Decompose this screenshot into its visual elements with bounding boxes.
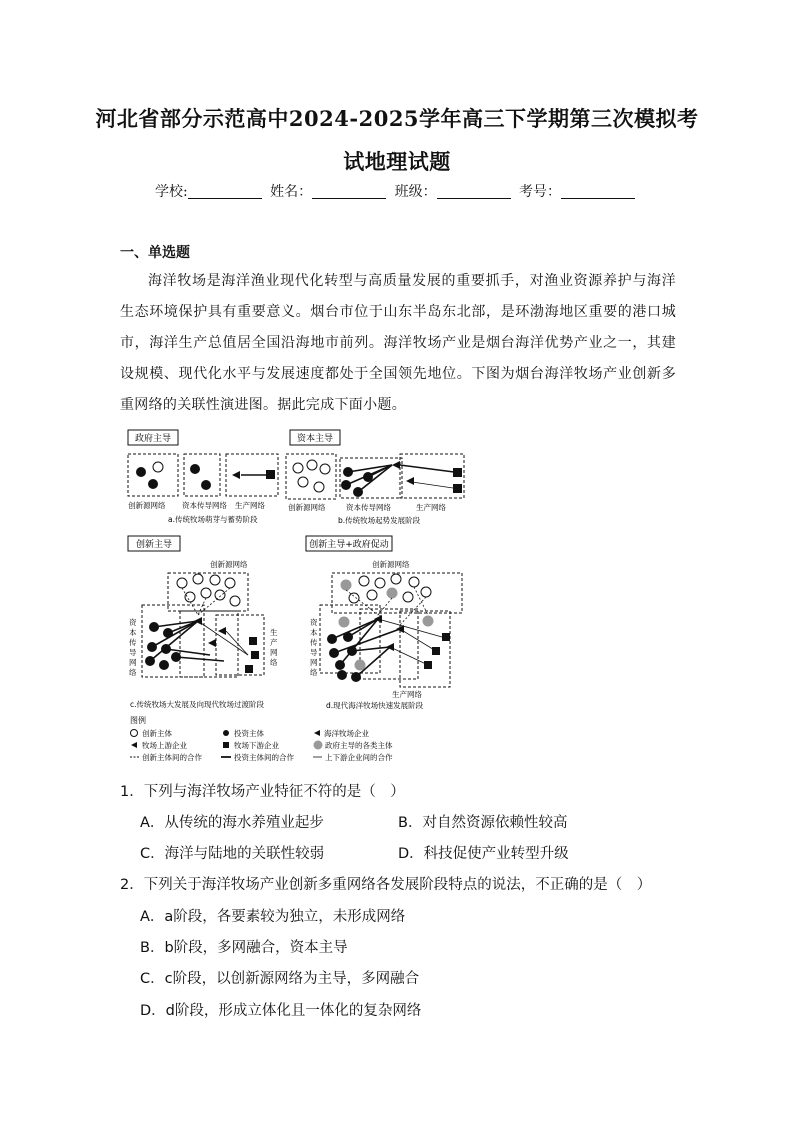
panel-a-label-2: 资本传导网络 bbox=[182, 501, 227, 510]
question-2-option-b[interactable]: B．b阶段，多网融合，资本主导 bbox=[140, 940, 348, 956]
legend-item-9: 上下游企业间的合作 bbox=[325, 753, 393, 762]
question-1-stem: 1．下列与海洋牧场产业特征不符的是（ ） bbox=[120, 784, 405, 800]
panel-a bbox=[128, 430, 278, 524]
legend-item-3: 海洋牧场企业 bbox=[324, 729, 369, 738]
passage: 海洋牧场是海洋渔业现代化转型与高质量发展的重要抓手，对渔业资源养护与海洋生态环境保护具有重要意义。烟台市位于山东半岛东北部，是环渤海地区重要的港口城市，海洋生产总值居全国沿海地市前列。海洋牧场产业是烟台海洋优势产业之一，其建设规模、现代化水平与发展速度都处于全国领先地位。下图为烟台海洋牧场产业创新多重网络的关联性演进图。据此完成下面小题。 bbox=[120, 273, 676, 413]
question-2-option-c[interactable]: C．c阶段，以创新源网络为主导，多网融合 bbox=[140, 971, 420, 987]
panel-c-right-1: 生 bbox=[270, 628, 278, 637]
panel-d-left-2: 本 bbox=[310, 628, 318, 637]
panel-d-left-4: 导 bbox=[310, 648, 318, 657]
panel-a-caption: a.传统牧场萌芽与蓄势阶段 bbox=[168, 515, 258, 524]
panel-d-left-6: 络 bbox=[310, 668, 318, 677]
question-2-option-a[interactable]: A．a阶段，各要素较为独立，未形成网络 bbox=[140, 909, 406, 925]
legend bbox=[130, 715, 393, 762]
panel-b-caption: b.传统牧场起势发展阶段 bbox=[338, 516, 421, 525]
panel-d-caption: d.现代海洋牧场快速发展阶段 bbox=[326, 701, 424, 710]
legend-item-5: 牧场下游企业 bbox=[234, 741, 279, 750]
panel-c-left-2: 本 bbox=[129, 628, 137, 637]
panel-c-left-3: 传 bbox=[129, 638, 137, 647]
panel-c-tag: 创新主导 bbox=[135, 540, 173, 550]
question-1-option-d[interactable]: D．科技促使产业转型升级 bbox=[398, 846, 569, 862]
page-title-line2: 试地理试题 bbox=[343, 149, 451, 174]
panel-b-label-3: 生产网络 bbox=[416, 503, 446, 512]
panel-c-top: 创新源网络 bbox=[210, 560, 248, 569]
question-1-option-c[interactable]: C．海洋与陆地的关联性较弱 bbox=[140, 846, 325, 862]
number-blank[interactable] bbox=[561, 184, 635, 199]
class-label: 班级： bbox=[394, 184, 437, 200]
legend-item-8: 投资主体间的合作 bbox=[234, 753, 294, 762]
school-label: 学校: bbox=[154, 184, 188, 200]
panel-d-left-1: 资 bbox=[310, 618, 318, 627]
panel-c-left-4: 导 bbox=[129, 648, 137, 657]
page-title: 河北省部分示范高中2024-2025学年高三下学期第三次模拟考 bbox=[95, 106, 699, 131]
question-1-option-b[interactable]: B．对自然资源依赖性较高 bbox=[398, 815, 568, 831]
panel-c-left-6: 络 bbox=[129, 668, 137, 677]
name-label: 姓名： bbox=[270, 184, 313, 200]
legend-title: 图例 bbox=[130, 716, 146, 725]
panel-b-label-1: 创新源网络 bbox=[288, 503, 326, 512]
panel-c-left-5: 网 bbox=[129, 658, 137, 667]
panel-d-left-3: 传 bbox=[310, 638, 318, 647]
panel-b bbox=[286, 430, 464, 525]
panel-d bbox=[306, 536, 462, 710]
panel-b-tag: 资本主导 bbox=[296, 434, 334, 444]
panel-d-bottom: 生产网络 bbox=[392, 690, 422, 699]
legend-item-2: 投资主体 bbox=[234, 729, 264, 738]
question-2-option-d[interactable]: D．d阶段，形成立体化且一体化的复杂网络 bbox=[140, 1003, 422, 1019]
panel-c bbox=[128, 536, 278, 709]
name-blank[interactable] bbox=[312, 184, 386, 199]
panel-a-tag: 政府主导 bbox=[134, 434, 172, 444]
legend-item-1: 创新主体 bbox=[142, 729, 172, 738]
panel-d-left-5: 网 bbox=[310, 658, 318, 667]
legend-item-7: 创新主体间的合作 bbox=[142, 753, 202, 762]
student-info bbox=[0, 181, 794, 201]
panel-b-label-2: 资本传导网络 bbox=[346, 503, 391, 512]
school-blank[interactable] bbox=[188, 184, 262, 199]
section-heading: 一、单选题 bbox=[120, 245, 190, 261]
number-label: 考号： bbox=[519, 184, 562, 200]
panel-a-label-3: 生产网络 bbox=[235, 501, 265, 510]
question-1-option-a[interactable]: A．从传统的海水养殖业起步 bbox=[140, 815, 324, 831]
question-2-stem: 2．下列关于海洋牧场产业创新多重网络各发展阶段特点的说法，不正确的是（ ） bbox=[120, 877, 652, 893]
panel-c-left-1: 资 bbox=[129, 618, 137, 627]
network-figure bbox=[120, 425, 470, 770]
panel-c-right-3: 网 bbox=[270, 648, 278, 657]
panel-d-tag: 创新主导+政府促动 bbox=[309, 540, 389, 550]
legend-item-4: 牧场上游企业 bbox=[142, 741, 187, 750]
panel-a-label-1: 创新源网络 bbox=[128, 501, 166, 510]
legend-item-6: 政府主导的各类主体 bbox=[325, 741, 393, 750]
panel-d-top: 创新源网络 bbox=[372, 560, 410, 569]
panel-c-right-4: 络 bbox=[270, 658, 278, 667]
panel-c-right-2: 产 bbox=[270, 638, 278, 647]
panel-c-caption: c.传统牧场大发展及向现代牧场过渡阶段 bbox=[130, 700, 265, 709]
class-blank[interactable] bbox=[437, 184, 511, 199]
